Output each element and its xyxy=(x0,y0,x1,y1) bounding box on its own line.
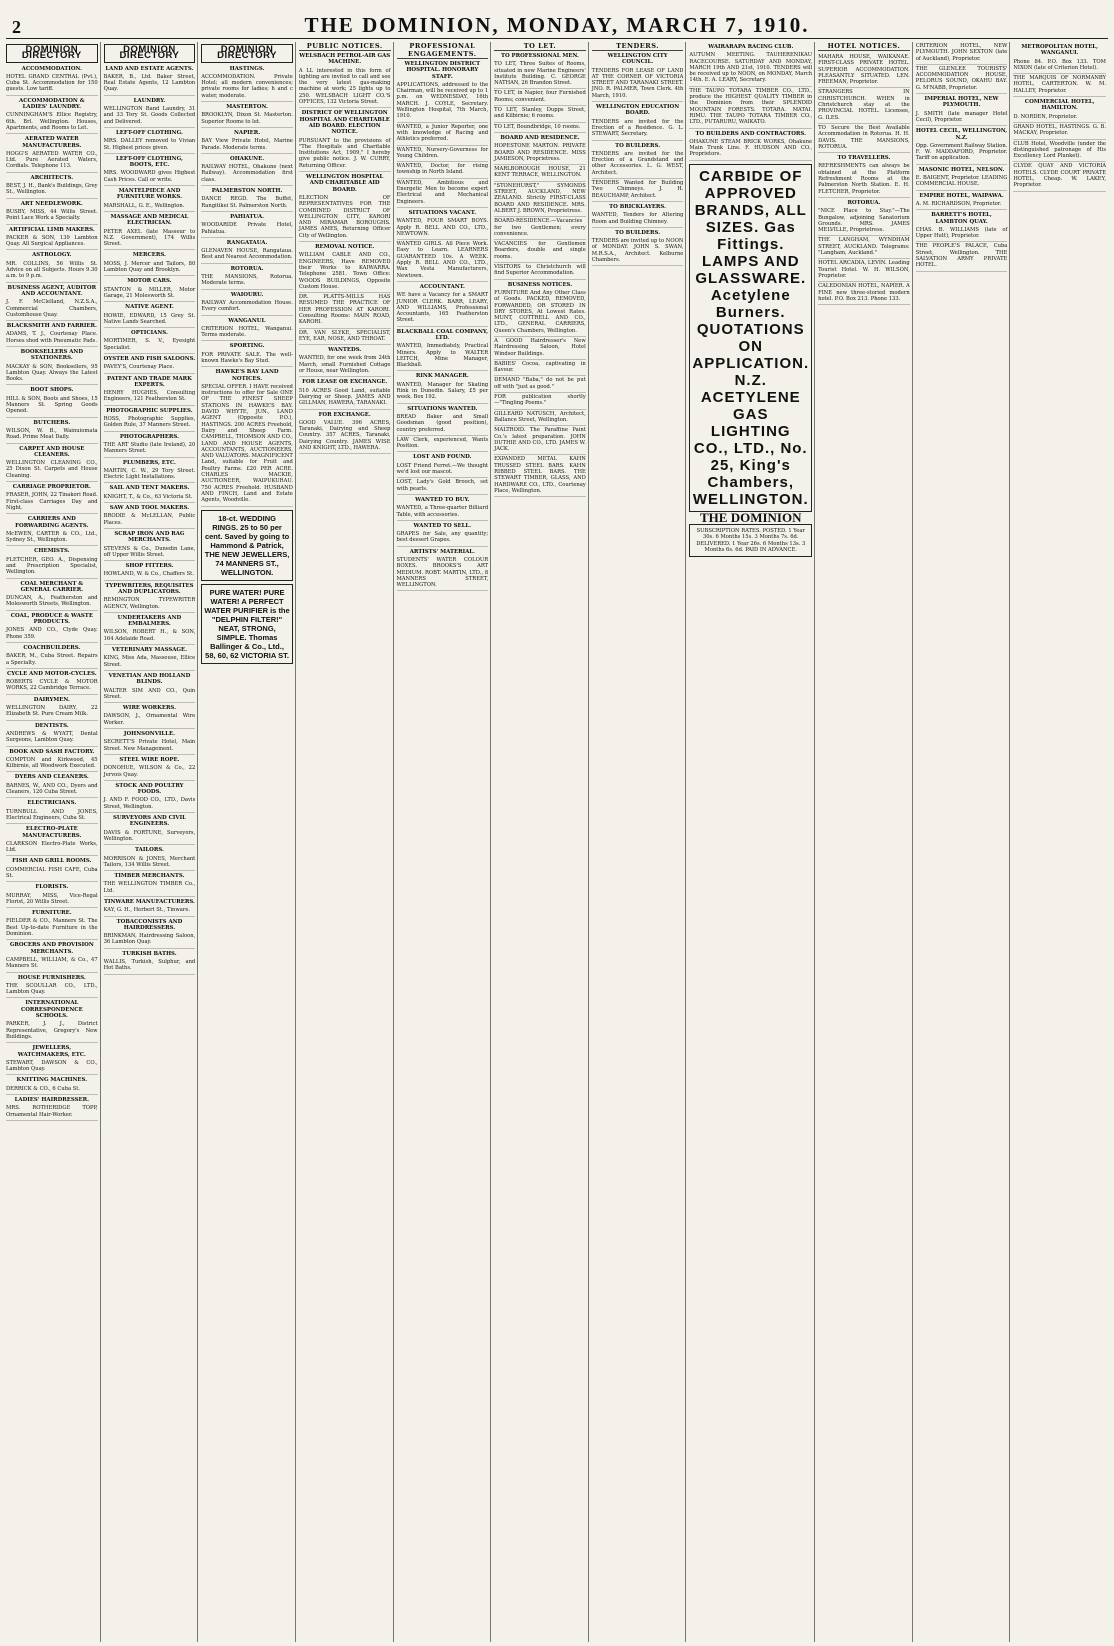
classified-ad: DAWSON, J., Ornamental Wire Worker. xyxy=(104,712,196,729)
display-advertisement: 18-ct. WEDDING RINGS. 25 to 50 per cent. Saved by going to Hammond & Patrick, THE NEW JEWELLERS, 74 MANNERS ST., WELLINGTON. xyxy=(201,510,293,581)
page-number: 2 xyxy=(12,17,21,37)
section-heading: BARRETT'S HOTEL, LAMBTON QUAY. xyxy=(931,212,992,225)
classified-ad: WOODARIDE Private Hotel, Pahiatua. xyxy=(201,221,293,238)
classified-ad: HOTEL ARCADIA, LEVIN. Leading Tourist Hotel. W. H. WILSON, Proprietor. xyxy=(818,259,910,282)
directory-banner: DOMINION DIRECTORY xyxy=(201,44,293,63)
section-heading: UNDERTAKERS AND EMBALMERS. xyxy=(117,614,182,628)
section-heading: FURNITURE. xyxy=(31,910,72,917)
classified-ad: J. SMITH (late manager Hotel Cecil), Proprietor. xyxy=(916,110,1008,127)
classified-ad: WE have a Vacancy for a SMART JUNIOR CLERK. BARR, LEARY, AND WILLIAMS, Professional Accountants, 165 Featherston Street. xyxy=(397,291,489,326)
classified-ad: CLARKSON Electro-Plate Works, Ltd. xyxy=(6,840,98,857)
classified-ad: LOST Friend Ferret.—We thought we'd lost our mascot. xyxy=(397,462,489,479)
carbide-advertisement: CARBIDE OF APPROVED BRANDS, ALL SIZES. Gas Fittings. LAMPS AND GLASSWARE. Acetylene Burners. QUOTATIONS ON APPLICATION. N.Z. ACETYLENE GAS LIGHTING CO., LTD., No. 25, King's Chambers, WELLINGTON. xyxy=(689,164,812,512)
section-heading: DAIRYMEN. xyxy=(33,696,70,703)
classified-ad: OHAKUNE STEAM BRICK WORKS, Ohakune Main Trunk Line. F. HUDSON AND CO., Proprietors. xyxy=(689,138,812,161)
section-heading: LADIES' HAIRDRESSER. xyxy=(14,1097,89,1103)
classified-ad: AUTUMN MEETING. TAUHERENIKAU RACECOURSE. SATURDAY AND MONDAY, MARCH 19th AND 21st, 1910. TENDERS will be received up to NOON, on MONDAY, March 14th. E. A. LEARY, Secretary. xyxy=(689,51,812,86)
section-heading: DENTISTS. xyxy=(34,722,69,729)
classified-ad: BABIES' Cocoa, captivating in flavour. xyxy=(494,360,586,377)
section-heading: VENETIAN AND HOLLAND BLINDS. xyxy=(108,672,191,686)
classified-ad: THE MARQUIS OF NORMANBY HOTEL, CARTERTON. W. M. HALLEY, Proprietor. xyxy=(1013,74,1106,97)
classified-ad: ROBERTS CYCLE & MOTOR WORKS, 22 Cambridge Terrace. xyxy=(6,678,98,695)
page-title: THE DOMINION, MONDAY, MARCH 7, 1910. xyxy=(304,13,810,37)
section-heading: BOOKSELLERS AND STATIONERS. xyxy=(20,348,84,362)
section-heading: PHOTOGRAPHIC SUPPLIES. xyxy=(106,407,193,414)
classified-ad: FRASER, JOHN, 22 Tinakori Road. First-class Carriages Day and Night. xyxy=(6,491,98,514)
section-heading: FOR LEASE OR EXCHANGE. xyxy=(302,379,388,386)
section-heading: TO TRAVELLERS. xyxy=(837,155,891,162)
section-heading: BUSINESS AGENT, AUDITOR AND ACCOUNTANT. xyxy=(7,284,97,297)
classified-ad: BAY View Private Hotel, Marine Parade. Moderate terms. xyxy=(201,137,293,154)
classified-ad: DAVIS & FORTUNE, Surveyors, Wellington. xyxy=(104,829,196,846)
section-heading: CARRIAGE PROPRIETOR. xyxy=(12,484,91,491)
classified-ad: "NICE Place to Stay."—The Bungalow, adjoining Sanatorium Grounds. MRS. JAMES MELVILLE, Proprietress. xyxy=(818,207,910,236)
classified-ad: PARKER, J. J., District Representative, Gregory's New Buildings. xyxy=(6,1020,98,1043)
classified-ad: TO LET, Three Suites of Rooms, situated in new Marine Engineers' Institute Building. C. GEORGE NATHAN, 26 Brandon Street. xyxy=(494,60,586,89)
section-heading: WANTEDS. xyxy=(328,347,362,354)
column xyxy=(104,42,199,1642)
directory-banner: DOMINION DIRECTORY xyxy=(104,44,196,63)
section-heading: JOHNSONVILLE. xyxy=(123,731,175,738)
section-heading: HAWKE'S BAY LAND NOTICES. xyxy=(215,369,279,382)
section-heading: PATENT AND TRADE MARK EXPERTS. xyxy=(107,375,192,388)
classified-ad: TO LET, Boundbridge, 10 rooms. xyxy=(494,123,586,133)
classified-ad: THE WELLINGTON TIMBER Co., Ltd. xyxy=(104,880,196,897)
section-heading: COACHBUILDERS. xyxy=(23,644,81,651)
classified-ad: MALTROID. The Paraffine Paint Co.'s latest preparation. JOHN DUTHIE AND CO., LTD. JAMES W. JACK. xyxy=(494,426,586,455)
classified-ad: ADAMS, T. J., Courtenay Place. Horses shod with Pneumatic Pads. xyxy=(6,330,98,347)
classified-ad: REFRESHMENTS can always be obtained at the Platform Refreshment Rooms at the Palmerston North Station. E. H. FLETCHER, Proprietor. xyxy=(818,162,910,197)
display-advertisement: PURE WATER! PURE WATER! A PERFECT WATER PURIFIER is the "DELPHIN FILTER!" NEAT, STRONG, SIMPLE. Thomas Ballinger & Co., Ltd., 58, 60, 62 VICTORIA ST. xyxy=(201,584,293,664)
classified-ad: TENDERS FOR LEASE OF LAND AT THE CORNER OF VICTORIA STREET AND TARANAKI STREET. JNO. R. PALMER, Town Clerk. 4th March, 1910. xyxy=(592,67,684,102)
classified-ad: STEWART, DAWSON & CO., Lambton Quay. xyxy=(6,1059,98,1076)
classified-ad: WANTED, Ambitious and Energetic Men to become expert Electrical and Mechanical Engineers. xyxy=(397,179,489,208)
section-heading: WIRE WORKERS. xyxy=(122,705,176,712)
column xyxy=(6,42,101,1642)
section-heading: TO BUILDERS AND CONTRACTORS. xyxy=(695,130,806,137)
section-heading: DYERS AND CLEANERS. xyxy=(14,774,89,781)
section-heading: SPORTING. xyxy=(229,343,265,350)
section-heading: PALMERSTON NORTH. xyxy=(211,188,283,195)
section-heading: MASSAGE AND MEDICAL ELECTRICIAN. xyxy=(110,213,189,227)
section-heading: FLORISTS. xyxy=(35,884,69,891)
classified-ad: WANTED, for one week from 24th March, small Furnished Cottage or House, near Wellington. xyxy=(299,354,391,377)
classified-ad: DONOHUE, WILSON & Co., 22 Jervois Quay. xyxy=(104,764,196,781)
classified-ad: PAVEY'S, Courtenay Place. xyxy=(104,363,196,373)
section-heading: RANGATAUA. xyxy=(226,239,268,246)
section-heading: ROTORUA. xyxy=(847,199,881,206)
column-heading: PROFESSIONAL ENGAGEMENTS. xyxy=(397,42,489,59)
classified-ad: HOWLAND, W. & Co., Chaffers St. xyxy=(104,570,196,580)
masthead xyxy=(6,4,1108,39)
classified-ad: TO Secure the Best Available Accommodation in Rotorua. H. H. DAVIS. THE MANSIONS, ROTORUA. xyxy=(818,124,910,153)
section-heading: BOOT SHOPS. xyxy=(30,387,74,394)
section-heading: COMMERCIAL HOTEL, HAMILTON. xyxy=(1024,99,1095,112)
classified-ad: THE PEOPLE'S PALACE, Cuba Street, Wellington. THE SALVATION ARMY PRIVATE HOTEL. xyxy=(916,242,1008,271)
section-heading: NAPIER. xyxy=(233,129,261,136)
section-heading: FOR EXCHANGE. xyxy=(318,411,371,418)
classified-ad: 510 ACRES Good Land, suitable Dairying or Sheep. JAMES AND GILLMAN, HAWERA, TARANAKI. xyxy=(299,387,391,410)
classified-ad: GRAPES for Sale, any quantity; best dessert Grapes. xyxy=(397,530,489,547)
section-heading: OYSTER AND FISH SALOONS. xyxy=(103,355,196,362)
section-heading: THE DOMINION xyxy=(700,509,802,525)
section-heading: VETERINARY MASSAGE. xyxy=(111,647,188,654)
section-heading: ACCOUNTANT. xyxy=(419,283,465,290)
column-grid xyxy=(6,42,1108,1642)
classified-ad: CAMPBELL, WILLIAM, & Co., 47 Manners St. xyxy=(6,956,98,973)
classified-ad: KING, Miss Ada, Masseuse, Ellice Street. xyxy=(104,654,196,671)
classified-ad: MACKAY & SON, Booksellers, 95 Lambton Quay. Always the Latest Books. xyxy=(6,363,98,386)
section-heading: OPTICIANS. xyxy=(131,330,168,337)
classified-ad: TENDERS Wanted for Building Two Chimneys. J. H. BEAUCHAMP, Architect. xyxy=(592,179,684,202)
classified-ad: THE TAUPO TOTARA TIMBER CO., LTD., produce the HIGHEST QUALITY TIMBER in the Dominion from their SPLENDID MOUNTAIN FORESTS. TOTARA. MATAI. RIMU. THE TAUPO TOTARA TIMBER CO., LTD., PUTARURU, WAIKATO. xyxy=(689,87,812,129)
section-heading: BUTCHERS. xyxy=(33,419,71,426)
column xyxy=(818,42,913,1642)
column-heading: HOTEL NOTICES. xyxy=(818,42,910,51)
classified-ad: FURNITURE And Any Other Class of Goods. PACKED, REMOVED, FORWARDED, OR STORED IN DRY STORES, At Lowest Rates. MUNT, COTTRELL AND CO., LTD., GENERAL CARRIERS, Queen's Chambers, Wellington. xyxy=(494,289,586,337)
directory-banner: DOMINION DIRECTORY xyxy=(6,44,98,63)
section-heading: LAND AND ESTATE AGENTS. xyxy=(105,65,194,72)
classified-ad: Phone 84. P.O. Box 133. TOM NIXON (late of Criterion Hotel). xyxy=(1013,58,1106,75)
classified-ad: THE LANGHAM, WYNDHAM STREET, AUCKLAND. Telegrams: "Langham, Auckland." xyxy=(818,236,910,259)
classified-ad: HILL & SON, Boots and Shoes, 15 Manners St. Spring Goods Opened. xyxy=(6,395,98,418)
classified-ad: MOSS, J. Mercer and Tailors, 80 Lambton Quay and Brooklyn. xyxy=(104,260,196,277)
classified-ad: MARSHALL, G. E., Wellington. xyxy=(104,202,196,212)
section-heading: WELSBACH PETROL-AIR GAS MACHINE. xyxy=(299,53,391,66)
classified-ad: STRANGERS IN CHRISTCHURCH. WHEN in Christchurch stay at the PROVINCIAL HOTEL. Licensee, G. ILES. xyxy=(818,88,910,123)
section-heading: SCRAP IRON AND RAG MERCHANTS. xyxy=(114,530,185,544)
classified-ad: BREAD Baker and Small Goodsman (good position), country preferred. xyxy=(397,413,489,436)
classified-ad: A GOOD Hairdresser's New Hairdressing Saloon, Hotel Windsor Buildings. xyxy=(494,337,586,360)
classified-ad: HOGG'S AERATED WATER CO., Ltd. Pure Aerated Waters, Cordials. Telephone 113. xyxy=(6,150,98,173)
column xyxy=(299,42,394,1642)
classified-ad: TENDERS are invited up to NOON of MONDAY. JOHN S. SWAN, M.R.S.A., Architect. Kelburne Chambers. xyxy=(592,237,684,266)
classified-ad: BUSBY, MISS, 44 Willis Street. Point Lace Work a Specialty. xyxy=(6,208,98,225)
section-heading: MOTOR CARS. xyxy=(127,278,172,285)
classified-ad: MORRISON & JONES, Merchant Tailors, 134 Willis Street. xyxy=(104,855,196,872)
classified-ad: CHAS. B. WILLIAMS (late of Upper Hutt), Proprietor. xyxy=(916,226,1008,243)
classified-ad: BEST, J. H., Bank's Buildings, Grey St., Wellington. xyxy=(6,182,98,199)
section-heading: MANTELPIECE AND FURNITURE WORKS. xyxy=(116,188,182,201)
classified-ad: STEVENS & Co., Dunedin Lane, off Upper Willis Street. xyxy=(104,545,196,562)
classified-ad: SECRETT'S Private Hotel, Main Street. New Management. xyxy=(104,738,196,755)
classified-ad: WALTER SIM AND CO., Quin Street. xyxy=(104,687,196,704)
section-heading: SITUATIONS VACANT. xyxy=(408,209,476,216)
classified-ad: WANTED, a Three-quarter Billiard Table, with accessories. xyxy=(397,504,489,521)
classified-ad: COMMERCIAL FISH CAFE, Cuba St. xyxy=(6,866,98,883)
classified-ad: E. BAIGENT, Proprietor. LEADING COMMERCIAL HOUSE. xyxy=(916,174,1008,191)
section-heading: WAIOURU. xyxy=(230,291,264,298)
classified-ad: BAKER, M., Cuba Street. Repairs a Specialty. xyxy=(6,652,98,669)
classified-ad: WANTED, Doctor, for rising township in North Island. xyxy=(397,162,489,179)
classified-ad: VISITORS to Christchurch will find Superior Accommodation. xyxy=(494,263,586,280)
classified-ad: MARTIN, C. W., 29 Tory Street. Electric Light Installations. xyxy=(104,467,196,484)
classified-ad: TURNBULL AND JONES, Electrical Engineers, Cuba St. xyxy=(6,808,98,825)
column-heading: TO LET. xyxy=(494,42,586,51)
classified-ad: Opp. Government Railway Station. F. W. MADDAFORD, Proprietor. Tariff on application. xyxy=(916,142,1008,165)
classified-ad: BRODIE & McLELLAN, Public Places. xyxy=(104,512,196,529)
classified-ad: DERRICK & CO., 6 Cuba St. xyxy=(6,1085,98,1095)
classified-ad: MRS. WOODWARD gives Highest Cash Prices. Call or write. xyxy=(104,169,196,186)
classified-ad: CRITERION HOTEL, Wanganui. Terms moderate. xyxy=(201,325,293,342)
section-heading: EMPIRE HOTEL, WAIPAWA. xyxy=(919,192,1004,199)
section-heading: WELLINGTON EDUCATION BOARD. xyxy=(596,104,680,117)
classified-ad: MRS. DALLEY removed to Vivian St. Highest prices given. xyxy=(104,137,196,154)
column-heading: PUBLIC NOTICES. xyxy=(299,42,391,51)
section-heading: WELLINGTON HOSPITAL AND CHARITABLE AID BOARD. xyxy=(306,174,384,193)
section-heading: CYCLE AND MOTOR-CYCLES. xyxy=(6,670,97,677)
classified-ad: COMPTON and Kirkwood, 45 Kilbirnie, all Woodwork Executed. xyxy=(6,756,98,773)
classified-ad: WILSON, ROBERT H., & SON, 164 Adelaide Road. xyxy=(104,628,196,645)
classified-ad: WILSON, W. B., Wainuiomata Road. Prime Meat Daily. xyxy=(6,427,98,444)
section-heading: CHEMISTS. xyxy=(34,548,70,555)
section-heading: REMOVAL NOTICE. xyxy=(315,244,375,251)
classified-ad: WELLINGTON DAIRY, 22 Elizabeth St. Pure Cream Milk. xyxy=(6,704,98,721)
section-heading: LAUNDRY. xyxy=(133,97,166,104)
section-heading: BLACKSMITH AND FARRIER. xyxy=(6,323,97,330)
section-heading: HOTEL CECIL, WELLINGTON, N.Z. xyxy=(915,128,1008,141)
classified-ad: BARNES, W., AND CO., Dyers and Cleaners, 120 Cuba Street. xyxy=(6,782,98,799)
classified-ad: THE SCOULLAR CO., LTD., Lambton Quay. xyxy=(6,982,98,999)
classified-ad: WALLIS, Turkish, Sulphur, and Hot Baths. xyxy=(104,958,196,975)
section-heading: CARRIERS AND FORWARDING AGENTS. xyxy=(15,516,89,529)
classified-ad: GRAND HOTEL, HASTINGS. G. B. MACKAY, Proprietor. xyxy=(1013,123,1106,140)
classified-ad: BOARD-RESIDENCE.—Vacancies for two Gentlemen; every convenience. xyxy=(494,217,586,240)
classified-ad: DUNCAN, A., Featherston and Molesworth Streets, Wellington. xyxy=(6,594,98,611)
classified-ad: WANTED, Immediately, Practical Miners. Apply to WALTER LEITCH, Mine Manager, Blackball. xyxy=(397,342,489,371)
section-heading: BOARD AND RESIDENCE. xyxy=(500,134,580,141)
classified-ad: SPECIAL OFFER. I HAVE received instructions to offer for Sale ONE OF THE FINEST SHEEP STATIONS IN HAWKE'S BAY. DAVID WHYTE, JUN., LAND AGENT (Opposite P.O.), HASTINGS. 200 ACRES Freehold, Dairy and Sheep Farm. CAMPBELL, THOMSON AND CO., LAND AND HOUSE AGENTS, ACCOUNTANTS, AUCTIONEERS, AND VALUATORS. MAGNIFICENT Land, suitable for Fruit and Poultry Farms. £20 PER ACRE. CHARLES MACKIE, AUCTIONEER, WAIPUKURAU. 750 ACRES Freehold. HUSBAND AND FINCH, Land and Estate Agents, Woodville. xyxy=(201,383,293,507)
classified-ad: WELLINGTON CLEANING CO., 25 Dixon St. Carpets and House Cleaning. xyxy=(6,459,98,482)
classified-ad: MRS. ROTHERIDGE TOPP, Ornamental Hair-Worker. xyxy=(6,1104,98,1121)
classified-ad: REMINGTON TYPEWRITER AGENCY, Wellington. xyxy=(104,596,196,613)
section-heading: RINK MANAGER. xyxy=(415,373,469,380)
classified-ad: BAKER, B., Ltd. Baker Street, Real Estate Agents, 12 Lambton Quay. xyxy=(104,73,196,96)
column xyxy=(916,42,1011,1642)
classified-ad: FOR PRIVATE SALE. The well-known Hawke's Bay Stud. xyxy=(201,351,293,368)
classified-ad: PACKER & SON, 139 Lambton Quay. All Surgical Appliances. xyxy=(6,234,98,251)
section-heading: METROPOLITAN HOTEL, WANGANUI. xyxy=(1021,44,1098,57)
classified-ad: LOST, Lady's Gold Brooch, set with pearls. xyxy=(397,478,489,495)
classified-ad: TO LET, in Napier, four Furnished Rooms; convenient. xyxy=(494,89,586,106)
classified-ad: TENDERS are invited for the Erection of a Residence. G. L. STEWART, Secretary. xyxy=(592,118,684,141)
section-heading: HASTINGS. xyxy=(229,65,265,72)
classified-ad: GILLEARD NATUSCH, Architect, Ballance Street, Wellington. xyxy=(494,410,586,427)
classified-ad: A LL interested in this form of lighting are invited to call and see the very latest gas-making machine at work; 25 lights up to 250. WELSBACH LIGHT CO.'S OFFICES, 132 Victoria Street. xyxy=(299,67,391,109)
classified-ad: TO LET, Stanley, Dupps Street, and Kilbirnie; 6 rooms. xyxy=(494,106,586,123)
section-heading: CARPET AND HOUSE CLEANERS. xyxy=(19,445,85,458)
section-heading: COAL, PRODUCE & WASTE PRODUCTS. xyxy=(10,612,93,626)
classified-ad: ELECTION OF REPRESENTATIVES FOR THE COMBINED DISTRICT OF WELLINGTON CITY, KARORI AND MIRAMAR BOROUGHS. JAMES AMES, Returning Officer City of Wellington. xyxy=(299,194,391,242)
classified-ad: J. F. McClelland, N.Z.S.A., Commercial Chambers, Customhouse Quay. xyxy=(6,298,98,321)
classified-ad: LAW Clerk, experienced, Wants Position. xyxy=(397,436,489,453)
classified-ad: ROSS, Photographic Supplies, Golden Rule, 37 Manners Street. xyxy=(104,415,196,432)
section-heading: TO BRICKLAYERS. xyxy=(609,203,666,210)
classified-ad: APPLICATIONS, addressed to the Chairman, will be received up to 1 p.m. on WEDNESDAY, 16th MARCH. J. COYLE, Secretary. Wellington Hospital, 7th March, 1910. xyxy=(397,81,489,123)
section-heading: PAHIATUA. xyxy=(230,213,265,220)
section-heading: ELECTRICIANS. xyxy=(27,800,77,807)
classified-ad: WANTED, Nursery-Governess for Young Children. xyxy=(397,146,489,163)
section-heading: TOBACCONISTS AND HAIRDRESSERS. xyxy=(116,918,183,931)
column xyxy=(397,42,492,1642)
section-heading: FISH AND GRILL ROOMS. xyxy=(12,858,92,865)
section-heading: IMPERIAL HOTEL, NEW PLYMOUTH. xyxy=(924,96,999,109)
section-heading: OHAKUNE. xyxy=(230,155,265,162)
section-heading: HOUSE FURNISHERS. xyxy=(17,974,86,981)
classified-ad: FOR publication shortly—"Tingling Poems." xyxy=(494,393,586,410)
classified-ad: D. NORDEN, Proprietor. xyxy=(1013,113,1106,123)
classified-ad: DR. PLATTS-MILLS HAS RESUMED THE PRACTICE OF HER PROFESSION AT KARORI. Consulting Rooms: MAIN ROAD, KARORI. xyxy=(299,293,391,328)
section-heading: WANGANUI. xyxy=(228,317,266,324)
classified-ad: WANTED, a Junior Reporter, one with knowledge of Racing and Athletics preferred. xyxy=(397,123,489,146)
classified-ad: GLENAVEN HOUSE, Rangataua. Best and Nearest Accommodation. xyxy=(201,247,293,264)
section-heading: MERCERS. xyxy=(132,252,166,259)
section-heading: STEEL WIRE ROPE. xyxy=(119,756,180,763)
classified-ad: THE MANSIONS, Rotorua. Moderate terms. xyxy=(201,273,293,290)
classified-ad: STUDENTS' WATER COLOUR BOXES. BROOKS'S ART MEDIUM. ROBT. MARTIN, LTD., 8 MANNERS STREET, WELLINGTON. xyxy=(397,556,489,591)
classified-ad: CLUB Hotel, Woodville (under the distinguished patronage of His Excellency Lord Plunket). xyxy=(1013,140,1106,163)
section-heading: TIMBER MERCHANTS. xyxy=(114,873,185,880)
section-heading: WELLINGTON CITY COUNCIL. xyxy=(607,53,668,66)
section-heading: MASONIC HOTEL, NELSON. xyxy=(918,166,1005,173)
section-heading: BUSINESS NOTICES. xyxy=(507,281,573,288)
classified-ad: BROOKLYN, Dixon St. Masterton. Superior Rooms to let. xyxy=(201,111,293,128)
classified-ad: DEMAND "Baba," do not be put off with "just as good." xyxy=(494,376,586,393)
section-heading: JEWELLERS, WATCHMAKERS, ETC. xyxy=(17,1045,86,1058)
section-heading: ASTROLOGY. xyxy=(32,252,72,259)
section-heading: TURKISH BATHS. xyxy=(122,950,177,957)
classified-ad: MURRAY, MISS, Vice-Regal Florist, 20 Willis Street. xyxy=(6,892,98,909)
classified-ad: FIELDER & CO., Manners St. The Best Up-to-date Furniture in the Dominion. xyxy=(6,917,98,940)
classified-ad: HOPESTONE MARTON. PRIVATE BOARD AND RESIDENCE. MISS JAMIESON, Proprietress. xyxy=(494,142,586,165)
section-heading: PHOTOGRAPHERS. xyxy=(119,433,179,440)
subscription-rates: SUBSCRIPTION RATES. POSTED. 1 Year 30s. 6 Months 15s. 3 Months 7s. 6d. DELIVERED. 1 Year 26s. 6 Months 13s. 3 Months 6s. 6d. PAID IN ADVANCE. xyxy=(689,524,812,557)
section-heading: SURVEYORS AND CIVIL ENGINEERS. xyxy=(112,815,186,828)
section-heading: ARTISTS' MATERIAL. xyxy=(409,548,475,555)
section-heading: TO BUILDERS. xyxy=(615,229,661,236)
section-heading: ARCHITECTS. xyxy=(30,174,74,181)
classified-ad: ACCOMMODATION. Private Hotel; all modern conveniences; private rooms for ladies; h and c water, moderate. xyxy=(201,73,293,102)
section-heading: SAIL AND TENT MAKERS. xyxy=(109,485,190,492)
classified-ad: TENDERS are invited for the Erection of a Grandstand and other Accessories. L. G. WEST, Architect. xyxy=(592,150,684,179)
classified-ad: KNIGHT, T., & Co., 63 Victoria St. xyxy=(104,493,196,503)
section-heading: GROCERS AND PROVISION MERCHANTS. xyxy=(9,942,94,955)
classified-ad: DANCE REGD. The Buffet, Rangitikei St. Palmerston North. xyxy=(201,195,293,212)
classified-ad: WANTED, FOUR SMART BOYS. Apply R. BELL AND CO., LTD., NEWTOWN. xyxy=(397,217,489,240)
classified-ad: HOTEL GRAND CENTRAL (Pvt.), Cuba St. Accommodation for 150 guests. Low tariff. xyxy=(6,73,98,96)
section-heading: WELLINGTON DISTRICT HOSPITAL. HONORARY STAFF. xyxy=(404,61,481,80)
section-heading: ELECTRO-PLATE MANUFACTURERS. xyxy=(22,826,82,839)
classified-ad: JONES AND CO., Clyde Quay. Phone 359. xyxy=(6,626,98,643)
section-heading: TINWARE MANUFACTURERS. xyxy=(103,898,195,905)
section-heading: KNITTING MACHINES. xyxy=(16,1077,88,1084)
section-heading: LOST AND FOUND. xyxy=(413,454,472,461)
classified-ad: EXPANDED METAL KAHN TRUSSED STEEL BARS. KAHN RIBBED STEEL BARS. THE STEWART TIMBER, GLASS, AND HARDWARE CO., LTD., Courtenay Place, Wellington. xyxy=(494,455,586,497)
classified-ad: CALEDONIAN HOTEL, NAPIER. A FINE new three-storied modern hotel. P.O. Box 213. Phone 133. xyxy=(818,282,910,305)
classified-ad: McEWEN, CARTER & CO., Ltd., Sydney St., Wellington. xyxy=(6,530,98,547)
column xyxy=(1013,42,1108,1642)
classified-ad: DR. VAN SLYKE, SPECIALIST, EYE, EAR, NOSE, AND THROAT. xyxy=(299,329,391,346)
section-heading: WAIRARAPA RACING CLUB. xyxy=(708,44,794,50)
section-heading: BLACKBALL COAL COMPANY, LTD. xyxy=(396,328,488,341)
classified-ad: WILLIAM CABLE AND CO., ENGINEERS, Have REMOVED their Works to KAIWARRA. Telephone 2581. Town Office: WOODS BUILDINGS, Opposite Custom House. xyxy=(299,251,391,293)
classified-ad: RAILWAY Accommodation House. Every comfort. xyxy=(201,299,293,316)
classified-ad: CUNNINGHAM'S Ellice Registry, 6th. Brl. Wellington. Houses, Apartments, and Rooms to Let. xyxy=(6,111,98,134)
section-heading: WANTED TO BUY. xyxy=(415,496,470,503)
section-heading: SHOP FITTERS. xyxy=(125,563,174,570)
classified-ad: RAILWAY HOTEL, Ohakune (next Railway). Accommodation first class. xyxy=(201,163,293,186)
classified-ad: MORTIMER, S. V., Eyesight Specialist. xyxy=(104,337,196,354)
classified-ad: WANTED, Tenders for Altering Room and Building Chimney. xyxy=(592,211,684,228)
classified-ad: PURSUANT to the provisions of "The Hospitals and Charitable Institutions Act, 1909," I hereby give public notice. J. W. CURRY, Returning Officer. xyxy=(299,137,391,172)
section-heading: LEFT-OFF CLOTHING. xyxy=(115,129,183,136)
section-heading: TO PROFESSIONAL MEN. xyxy=(500,53,579,59)
section-heading: ROTORUA. xyxy=(230,265,264,272)
section-heading: ART NEEDLEWORK. xyxy=(20,200,83,207)
classified-ad: ANDREWS & WYATT, Dental Surgeons, Lambton Quay. xyxy=(6,730,98,747)
section-heading: SITUATIONS WANTED. xyxy=(407,405,478,412)
classified-ad: J. AND F. FOOD CO., LTD., Davis Street, Wellington. xyxy=(104,796,196,813)
section-heading: DISTRICT OF WELLINGTON HOSPITAL AND CHARITABLE AID BOARD. ELECTION NOTICE. xyxy=(299,110,390,136)
section-heading: BOOK AND SASH FACTORY. xyxy=(9,748,95,755)
column xyxy=(201,42,296,1642)
section-heading: PLUMBERS, ETC. xyxy=(122,459,176,466)
classified-ad: THE ART Studio (late Ireland), 20 Manners Street. xyxy=(104,441,196,458)
classified-ad: MAHARA HOUSE, WAIKANAE. FIRST-CLASS PRIVATE HOTEL. SUPERIOR ACCOMMODATION. PLEASANTLY SITUATED. LEN. FREEMAN, Proprietor. xyxy=(818,53,910,88)
classified-ad: WELLINGTON Band Laundry, 31 and 33 Tory St. Goods Collected and Delivered. xyxy=(104,105,196,128)
classified-ad: STANTON & MILLER, Motor Garage, 21 Molesworth St. xyxy=(104,286,196,303)
column xyxy=(494,42,589,1642)
classified-ad: VACANCIES for Gentlemen Boarders, double and single rooms. xyxy=(494,240,586,263)
section-heading: NATIVE AGENT. xyxy=(125,304,174,311)
section-heading: STOCK AND POULTRY FOODS. xyxy=(115,782,184,796)
section-heading: COAL MERCHANT & GENERAL CARRIER. xyxy=(20,580,84,593)
classified-ad: FLETCHER, GEO. A., Dispensing and Prescription Specialist, Wellington. xyxy=(6,556,98,579)
section-heading: TO BUILDERS. xyxy=(615,142,661,149)
section-heading: WANTED TO SELL. xyxy=(413,522,472,529)
section-heading: AERATED WATER MANUFACTURERS. xyxy=(22,136,82,149)
classified-ad: CRITERION HOTEL, NEW PLYMOUTH. JOHN SEXTON (late of Auckland), Proprietor. xyxy=(916,42,1008,65)
classified-ad: MR. COLLINS, 56 Willis St. Advice on all Subjects. Hours 9.30 a.m. to 9 p.m. xyxy=(6,260,98,283)
column-heading: TENDERS. xyxy=(592,42,684,51)
classified-ad: PETER AXEL (late Masseur to N.Z. Government), 174 Willis Street. xyxy=(104,228,196,251)
classified-ad: WANTED, Manager for Skating Rink in Dunedin. Salary, £5 per week. Box 192. xyxy=(397,381,489,404)
classified-ad: BRINKMAN, Hairdressing Saloon, 36 Lambton Quay. xyxy=(104,932,196,949)
section-heading: LEFT-OFF CLOTHING, BOOTS, ETC. xyxy=(115,155,183,169)
section-heading: ARTIFICIAL LIMB MAKERS. xyxy=(8,226,95,233)
classified-ad: GOOD VALUE. 396 ACRES, Taranaki, Dairying and Sheep Country. 357 ACRES, Taranaki, Dairying Country. JAMES WISE AND KNIGHT, LTD., HAWERA. xyxy=(299,419,391,454)
section-heading: TYPEWRITERS, REQUISITES AND DUPLICATORS. xyxy=(105,582,194,595)
section-heading: ACCOMMODATION & LADIES' LAUNDRY. xyxy=(19,97,85,111)
classified-ad: THE GLENLEE TOURISTS' ACCOMMODATION HOUSE, PELORUS SOUND, OKAHU BAY. G. M'NABB, Proprietor. xyxy=(916,65,1008,94)
classified-ad: HOWIE, EDWARD, 15 Grey St. Native Lands Searched. xyxy=(104,312,196,329)
classified-ad: KAY, G. H., Herbert St., Tinware. xyxy=(104,906,196,916)
section-heading: TAILORS. xyxy=(134,847,164,854)
classified-ad: WANTED GIRLS. All Piece Work. Easy to Learn. LEARNERS GUARANTEED 10s. A WEEK. Apply R. BELL AND CO., LTD., Wax Vesta Manufacturers, Newtown. xyxy=(397,240,489,282)
section-heading: SAW AND TOOL MAKERS. xyxy=(109,505,190,512)
classified-ad: HENRY HUGHES, Consulting Engineers, 121 Featherston St. xyxy=(104,389,196,406)
section-heading: INTERNATIONAL CORRESPONDENCE SCHOOLS. xyxy=(20,1000,83,1020)
column xyxy=(592,42,687,1642)
classified-ad: A. M. RICHARDSON, Proprietor. xyxy=(916,200,1008,210)
section-heading: ACCOMMODATION. xyxy=(21,65,82,72)
column xyxy=(689,42,815,1642)
classified-ad: CLYDE QUAY AND VICTORIA HOTELS. CLYDE COURT PRIVATE HOTEL, Cheap. W. LAKEY, Proprietor. xyxy=(1013,162,1106,191)
section-heading: MASTERTON. xyxy=(226,104,268,111)
classified-ad: "STONEHURST," SYMONDS STREET, AUCKLAND, NEW ZEALAND. Strictly FIRST-CLASS BOARD AND RESIDENCE. MRS. ALBERT J. BROWN, Proprietress. xyxy=(494,182,586,217)
classified-ad: MARLBOROUGH HOUSE, 21 KENT TERRACE, WELLINGTON. xyxy=(494,165,586,182)
